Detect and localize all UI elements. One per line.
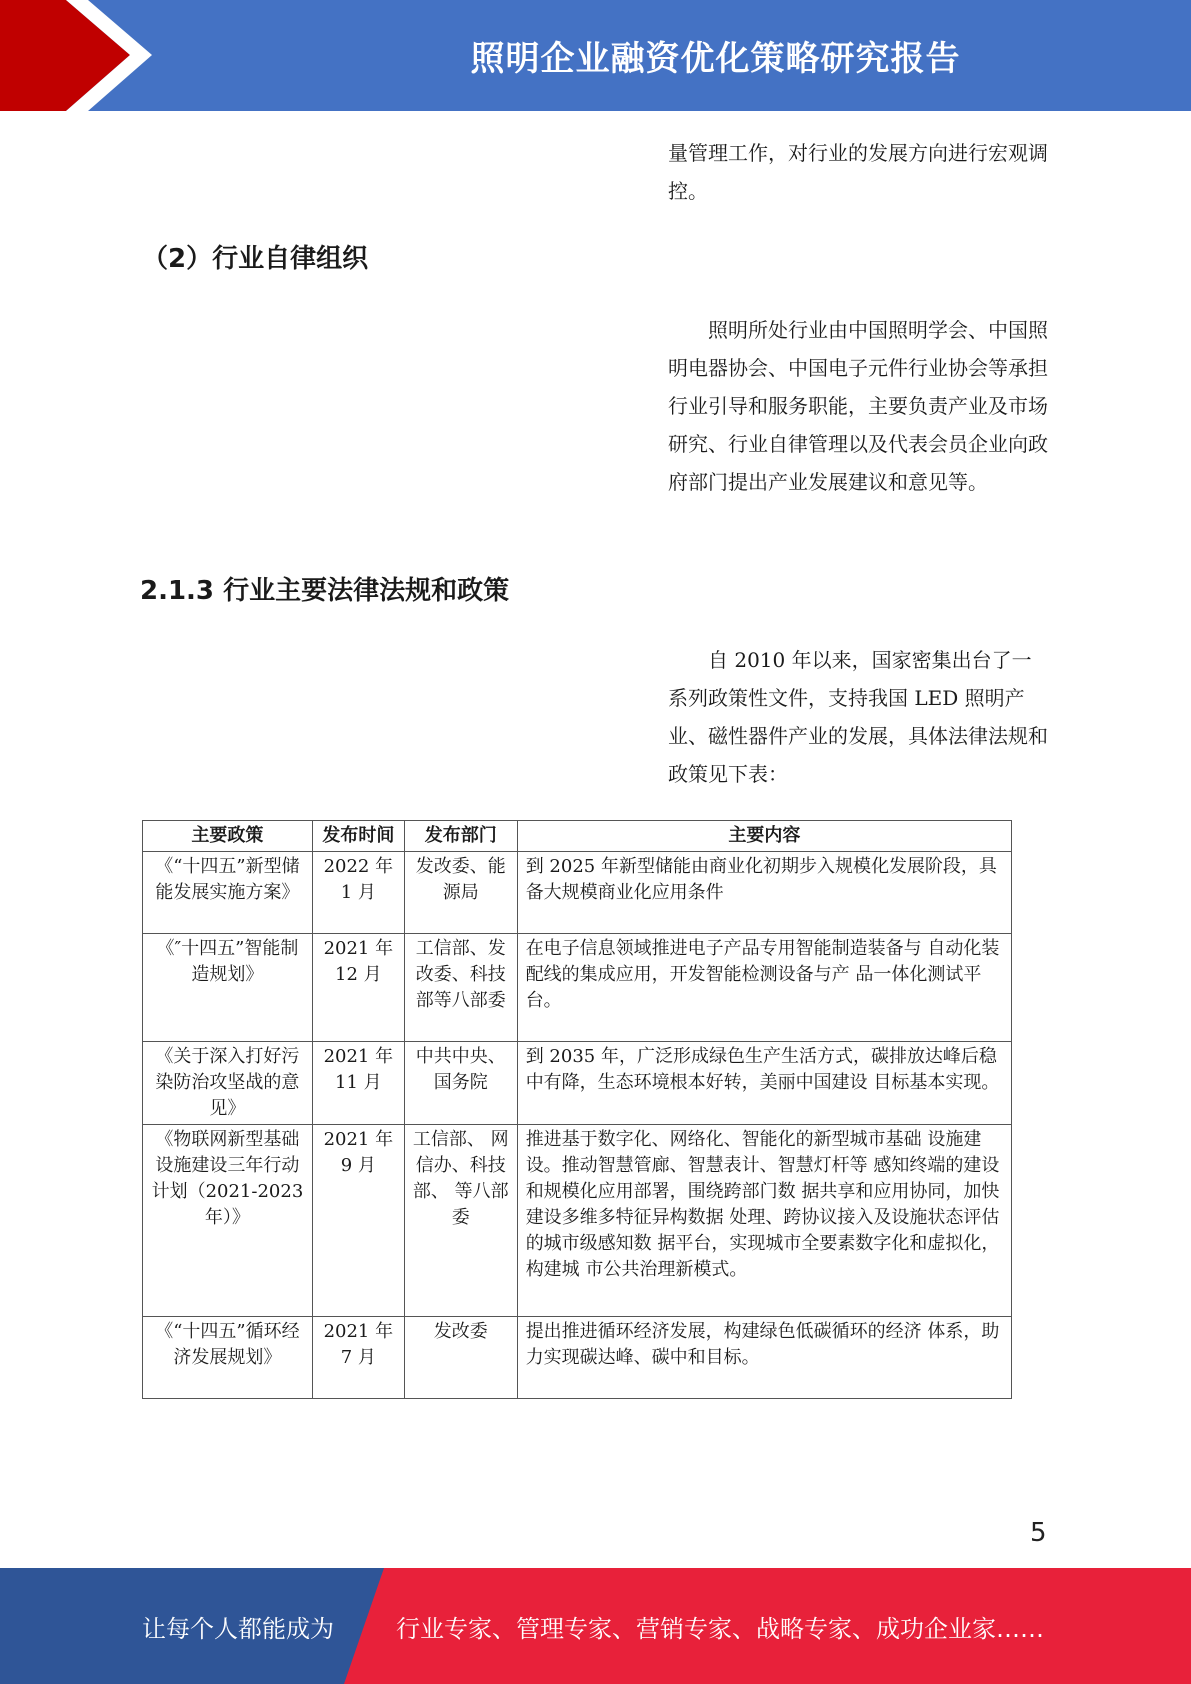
table-row <box>143 934 1012 1042</box>
cell-policy: 《关于深入打好污染防治攻坚战的意见》 <box>143 1042 313 1125</box>
heading-self-regulatory: （2）行业自律组织 <box>142 244 369 274</box>
table-row <box>143 1125 1012 1317</box>
column-header-dept: 发布部门 <box>404 821 517 852</box>
policy-table <box>142 820 1012 1399</box>
cell-policy: 《″十四五”智能制造规划》 <box>143 934 313 1042</box>
column-header-content: 主要内容 <box>517 821 1011 852</box>
cell-policy: 《物联网新型基础设施建设三年行动计划（2021-2023 年）》 <box>143 1125 313 1317</box>
cell-time: 2022 年 1 月 <box>312 852 404 934</box>
cell-dept: 工信部、 网信办、科技部、 等八部委 <box>404 1125 517 1317</box>
header-title: 照明企业融资优化策略研究报告 <box>470 39 961 79</box>
table-header-row <box>143 821 1012 852</box>
paragraph-gov-regulation: 量管理工作，对行业的发展方向进行宏观调控。 <box>668 141 1048 203</box>
cell-time: 2021 年 12 月 <box>312 934 404 1042</box>
cell-content: 在电子信息领域推进电子产品专用智能制造装备与 自动化装配线的集成应用，开发智能检测设备与产 品一体化测试平台。 <box>517 934 1011 1042</box>
cell-dept: 中共中央、国务院 <box>404 1042 517 1125</box>
paragraph-policy-intro: 自 2010 年以来，国家密集出台了一系列政策性文件，支持我国 LED 照明产业、磁性器件产业的发展，具体法律法规和政策见下表： <box>668 648 1048 786</box>
column-header-policy: 主要政策 <box>143 821 313 852</box>
footer-slogan-left: 让每个人都能成为 <box>142 1614 334 1643</box>
cell-content: 提出推进循环经济发展，构建绿色低碳循环的经济 体系，助力实现碳达峰、碳中和目标。 <box>517 1317 1011 1399</box>
column-header-time: 发布时间 <box>312 821 404 852</box>
page-footer <box>0 1568 1191 1684</box>
cell-time: 2021 年 9 月 <box>312 1125 404 1317</box>
cell-content: 到 2025 年新型储能由商业化初期步入规模化发展阶段，具备大规模商业化应用条件 <box>517 852 1011 934</box>
table-row <box>143 852 1012 934</box>
page-header <box>0 0 1191 111</box>
cell-time: 2021 年 11 月 <box>312 1042 404 1125</box>
cell-dept: 工信部、发改委、科技部等八部委 <box>404 934 517 1042</box>
cell-dept: 发改委、能源局 <box>404 852 517 934</box>
page-number: 5 <box>1030 1518 1047 1548</box>
cell-content: 到 2035 年，广泛形成绿色生产生活方式，碳排放达峰后稳中有降，生态环境根本好转，美丽中国建设 目标基本实现。 <box>517 1042 1011 1125</box>
heading-laws-policies: 2.1.3 行业主要法律法规和政策 <box>140 576 510 606</box>
table-row <box>143 1317 1012 1399</box>
cell-policy: 《“十四五”循环经济发展规划》 <box>143 1317 313 1399</box>
cell-content: 推进基于数字化、网络化、智能化的新型城市基础 设施建设。推动智慧管廊、智慧表计、智慧灯杆等 感知终端的建设和规模化应用部署，围绕跨部门数 据共享和应用协同，加快建设多维多特征异构数据 处理、跨协议接入及设施状态评估的城市级感知数 据平台，实现城市全要素数字化和虚拟化，构建城 市公共治理新模式。 <box>517 1125 1011 1317</box>
cell-policy: 《“十四五”新型储能发展实施方案》 <box>143 852 313 934</box>
footer-slogan-right: 行业专家、管理专家、营销专家、战略专家、成功企业家…… <box>396 1614 1044 1643</box>
table-row <box>143 1042 1012 1125</box>
cell-dept: 发改委 <box>404 1317 517 1399</box>
cell-time: 2021 年 7 月 <box>312 1317 404 1399</box>
paragraph-self-regulatory: 照明所处行业由中国照明学会、中国照明电器协会、中国电子元件行业协会等承担行业引导和服务职能，主要负责产业及市场研究、行业自律管理以及代表会员企业向政府部门提出产业发展建议和意见等。 <box>668 318 1048 494</box>
